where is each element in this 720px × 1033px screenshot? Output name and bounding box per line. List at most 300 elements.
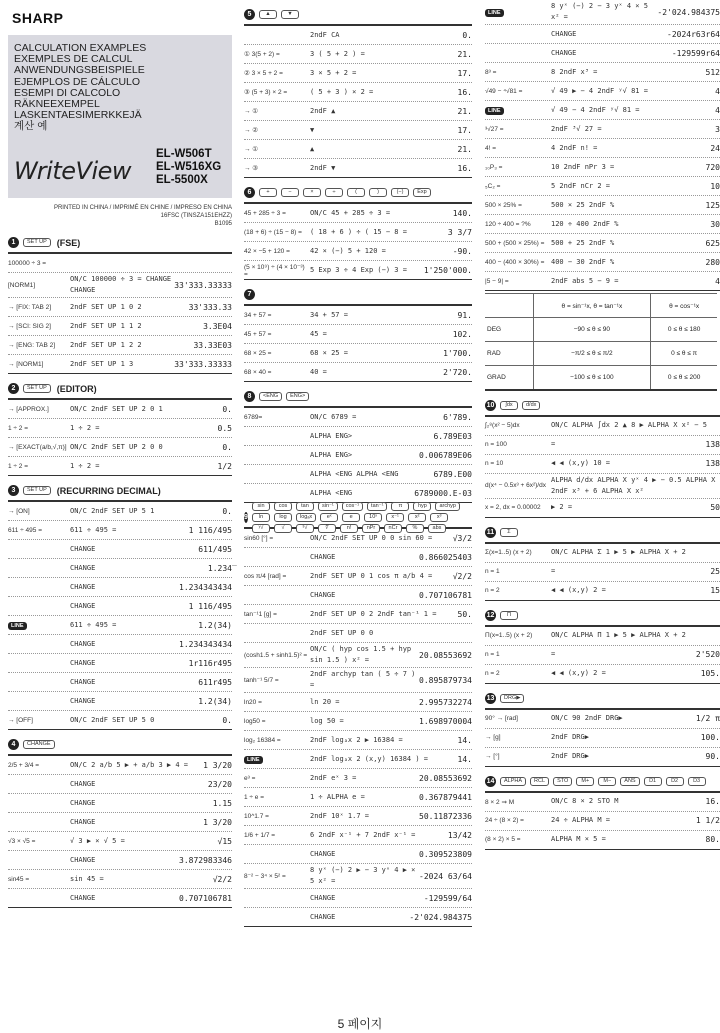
example-expression: (5 × 10⁹) ÷ (4 × 10⁻³) =: [244, 263, 305, 278]
section-header: [244, 186, 472, 204]
display-result: 1r116r495: [188, 658, 232, 668]
section-header: [485, 526, 720, 544]
example-row: [485, 0, 720, 25]
example-expression: n = 10: [485, 460, 504, 467]
display-result: -129599r64: [671, 48, 720, 58]
display-result: 625: [705, 238, 720, 248]
example-row: [485, 544, 720, 563]
example-expression: 68 × 40 =: [244, 368, 272, 376]
example-expression: Π(x=1..5) (x + 2): [485, 632, 533, 639]
key-sequence: CHANGE: [310, 552, 336, 561]
key-list: [23, 486, 53, 495]
display-result: 1 3/20: [203, 760, 232, 770]
key-sequence: 24 ÷ ALPHA M =: [551, 816, 611, 824]
column-3: [485, 0, 720, 850]
example-row: [485, 627, 720, 646]
display-result: 4: [715, 276, 720, 286]
example-expression: 1 ÷ 2 =: [8, 462, 29, 470]
section-number-badge: 5: [244, 9, 255, 20]
example-row: [485, 25, 720, 44]
key-sequence: 45 =: [310, 329, 327, 338]
display-result: -129599/64: [423, 893, 472, 903]
key-icon: −: [281, 188, 299, 197]
example-expression: ③ (5 + 3) × 2 =: [244, 89, 288, 96]
key-icon: ENG>: [286, 392, 309, 401]
key-icon: n!: [340, 524, 358, 533]
key-sequence: 2ndF SET UP 1 1 2: [70, 321, 142, 330]
key-sequence: 2ndF abs 5 − 9 =: [551, 276, 619, 285]
example-row: [8, 254, 232, 273]
example-row: [8, 521, 232, 540]
section-functions-continued: [485, 0, 720, 291]
language-title: CALCULATION EXAMPLES: [14, 42, 147, 54]
example-row: [8, 832, 232, 851]
key-sequence: ON/C 2 a/b 5 ▶ + a/b 3 ▶ 4 =: [70, 760, 189, 769]
key-sequence: 120 ÷ 400 2ndF %: [551, 219, 619, 228]
key-sequence: ON/C 45 + 285 ÷ 3 =: [310, 208, 391, 217]
table-cell: 0 ≤ θ ≤ 180: [651, 318, 717, 342]
key-sequence: =: [551, 650, 556, 658]
section-header: [8, 484, 232, 502]
example-expression: 68 × 25 =: [244, 349, 272, 357]
key-icon: tan: [296, 502, 314, 511]
section-number-badge: 2: [8, 383, 19, 394]
key-icon: ³√: [296, 524, 314, 533]
display-result: 13/42: [447, 830, 472, 840]
example-row: [8, 692, 232, 711]
display-result: √2/2: [212, 874, 232, 884]
key-sequence: 34 + 57 =: [310, 310, 348, 319]
key-sequence: CHANGE: [70, 893, 96, 902]
section-number-badge: 11: [486, 528, 495, 536]
key-sequence: ALPHA <ENG ALPHA <ENG: [310, 469, 399, 478]
key-sequence: 4 2ndF n! =: [551, 143, 598, 152]
example-row: [8, 457, 232, 476]
key-sequence: CHANGE: [70, 639, 96, 648]
example-row: [8, 711, 232, 730]
table-cell: RAD: [485, 342, 533, 366]
section-number-badge: 3: [8, 485, 19, 496]
key-sequence: ON/C ALPHA Σ 1 ▶ 5 ▶ ALPHA X + 2: [551, 548, 686, 556]
brand-logo: SHARP: [12, 10, 64, 26]
angle-range-table: [485, 293, 717, 391]
key-sequence: CHANGE: [70, 855, 96, 864]
example-row: [485, 158, 720, 177]
example-expression: → ③: [244, 165, 259, 172]
key-list: [23, 238, 53, 247]
display-result: 1.698970004: [419, 716, 472, 726]
key-icon: SET UP: [23, 384, 51, 393]
section-arithmetic: [244, 186, 472, 280]
table-row: [485, 342, 717, 366]
display-result: 1 116/495: [188, 525, 232, 535]
section-integral-derivative: [485, 399, 720, 518]
display-result: 80.: [705, 835, 720, 844]
example-row: [485, 120, 720, 139]
example-row: [8, 355, 232, 374]
display-result: 30: [710, 219, 720, 229]
key-icon: 10ˣ: [364, 513, 382, 522]
display-result: 512: [705, 67, 720, 77]
key-sequence: CHANGE: [70, 582, 96, 591]
key-icon: ANS: [620, 777, 639, 786]
section-title: (RECURRING DECIMAL): [56, 485, 161, 496]
display-result: -2024r63r64: [667, 29, 720, 39]
example-row: [244, 668, 472, 693]
display-result: 102.: [452, 329, 472, 339]
example-expression: 611 ÷ 495 =: [8, 526, 42, 534]
example-row: [244, 807, 472, 826]
example-row: [485, 646, 720, 665]
example-expression: 500 + (500 × 25%) =: [485, 239, 545, 247]
example-row: [8, 813, 232, 832]
example-expression: n = 2: [485, 670, 500, 677]
key-sequence: CHANGE: [70, 779, 96, 788]
example-row: [244, 712, 472, 731]
key-list: [500, 401, 542, 410]
example-expression: → [FIX: TAB 2]: [8, 303, 52, 311]
example-row: [8, 502, 232, 521]
key-sequence: 2ndF SET UP 0 2 2ndF tan⁻¹ 1 =: [310, 609, 437, 618]
language-title: ESEMPI DI CALCOLO: [14, 86, 121, 99]
key-icon: +: [259, 188, 277, 197]
display-result: 125: [705, 200, 720, 210]
section-number-badge: 13: [486, 694, 495, 702]
display-result: 10: [710, 181, 720, 191]
display-result: 100.: [700, 733, 720, 742]
display-result: 20.08553692: [419, 773, 472, 783]
display-result: 2'720.: [443, 367, 472, 377]
example-row: [244, 731, 472, 750]
example-expression: tan⁻¹1 [g] =: [244, 611, 277, 618]
key-sequence: CHANGE: [551, 29, 577, 38]
example-row: [485, 253, 720, 272]
key-icon: CHANGE: [23, 740, 55, 749]
key-icon: ʸ√: [252, 524, 270, 533]
example-expression: 45 + 57 =: [244, 330, 272, 338]
display-result: 25: [710, 567, 720, 576]
key-sequence: 2ndF SET UP 1 0 2: [70, 302, 142, 311]
example-row: [485, 436, 720, 455]
key-icon: Π: [500, 611, 518, 620]
display-result: 1.234343434: [179, 582, 232, 592]
example-expression: 1/6 + 1/7 =: [244, 831, 276, 839]
example-row: [244, 121, 472, 140]
line-mode-badge: LINE: [485, 9, 504, 17]
language-list: [14, 43, 226, 133]
key-icon: Exp: [413, 188, 431, 197]
example-expression: n = 2: [485, 587, 500, 594]
example-expression: ① 3(5 + 2) =: [244, 51, 280, 58]
example-row: [244, 548, 472, 567]
display-result: -2'024.984375: [657, 7, 720, 17]
example-expression: (18 + 6) ÷ (15 − 8) =: [244, 228, 302, 236]
example-expression: 4! =: [485, 144, 497, 152]
key-sequence: ON/C 8 × 2 STO M: [551, 797, 619, 805]
example-row: [8, 559, 232, 578]
key-sequence: 2ndF 10ˣ 1.7 =: [310, 811, 370, 820]
key-sequence: 2ndF logₐx 2 ▶ 16384 =: [310, 735, 403, 744]
display-result: √2/2: [452, 571, 472, 581]
example-expression: 120 ÷ 400 = ?%: [485, 220, 531, 228]
key-sequence: ON/C ALPHA ∫dx 2 ▲ 8 ▶ ALPHA X x² − 5: [551, 421, 707, 429]
section-header: [485, 692, 720, 710]
example-row: [8, 578, 232, 597]
key-list: [23, 384, 53, 393]
example-expression: √49 − ⁴√81 =: [485, 87, 523, 95]
key-icon: π: [391, 502, 409, 511]
example-row: [485, 215, 720, 234]
section-recurring-decimal: [8, 484, 232, 730]
example-row: [8, 870, 232, 889]
example-expression: 500 × 25% =: [485, 201, 522, 209]
display-result: 720: [705, 162, 720, 172]
key-icon: logₐx: [296, 513, 316, 522]
key-sequence: 2ndF DRG▶: [551, 733, 589, 741]
key-sequence: 2ndF SET UP 0 0: [310, 628, 374, 637]
example-row: [485, 665, 720, 684]
display-result: 4: [715, 86, 720, 96]
display-result: -2'024.984375: [409, 912, 472, 922]
display-result: 0.: [222, 715, 232, 725]
example-expression: → [ENG: TAB 2]: [8, 341, 56, 349]
table-cell: 0 ≤ θ ≤ π: [651, 342, 717, 366]
column-2: [244, 0, 472, 927]
example-row: [244, 845, 472, 864]
key-icon: cos: [274, 502, 292, 511]
example-row: [244, 223, 472, 242]
key-icon: log: [274, 513, 292, 522]
display-result: 4: [715, 105, 720, 115]
example-expression: 34 + 57 =: [244, 311, 272, 319]
key-icon: sin⁻¹: [318, 502, 338, 511]
key-icon: ALPHA: [500, 777, 526, 786]
key-sequence: 42 × (−) 5 + 120 =: [310, 246, 386, 255]
key-sequence: CHANGE: [70, 658, 96, 667]
example-expression: → [APPROX.]: [8, 405, 49, 413]
key-icon: RCL: [530, 777, 549, 786]
key-list: [259, 10, 301, 19]
example-row: [485, 710, 720, 729]
section-header: [8, 738, 232, 756]
key-icon: ▲: [259, 10, 277, 19]
section-editor: [8, 382, 232, 476]
example-row: [244, 204, 472, 223]
key-sequence: =: [551, 567, 556, 575]
example-row: [485, 177, 720, 196]
example-row: [8, 756, 232, 775]
display-result: 91.: [457, 310, 472, 320]
table-row: [485, 318, 717, 342]
display-result: 33'333.33333: [174, 359, 232, 369]
display-result: 1/2 π: [695, 714, 720, 723]
example-row: [244, 427, 472, 446]
example-row: [244, 769, 472, 788]
example-row: [485, 748, 720, 767]
key-sequence: 8 yˣ (−) 2 ▶ − 3 yˣ 4 ▶ × 5 x² =: [310, 866, 416, 885]
key-sequence: ON/C ALPHA Π 1 ▶ 5 ▶ ALPHA X + 2: [551, 631, 686, 639]
key-icon: √: [274, 524, 292, 533]
section-pi-product: [485, 609, 720, 684]
table-cell: −100 ≤ θ ≤ 100: [533, 366, 651, 390]
example-row: [244, 624, 472, 643]
key-sequence: ALPHA <ENG: [310, 488, 353, 497]
key-icon: eˣ: [320, 513, 338, 522]
key-sequence: ◀ ◀ (x,y) 2 =: [551, 586, 606, 594]
display-result: 16.: [705, 797, 720, 806]
example-row: [8, 597, 232, 616]
display-result: 3 3/7: [447, 227, 472, 237]
key-icon: (: [347, 188, 365, 197]
example-expression: n = 1: [485, 651, 500, 658]
key-sequence: 500 × 25 2ndF %: [551, 200, 615, 209]
line-mode-badge: LINE: [244, 756, 263, 764]
key-sequence: 2ndF DRG▶: [551, 752, 589, 760]
example-expression: [NORM1]: [8, 281, 36, 289]
example-expression: 8⁻² − 3⁴ × 5² =: [244, 873, 286, 880]
key-sequence: ON/C 2ndF SET UP 2 0 0: [70, 442, 163, 451]
display-result: 3.872983346: [179, 855, 232, 865]
example-row: [244, 261, 472, 280]
example-row: [485, 196, 720, 215]
key-icon: sin: [252, 502, 270, 511]
display-result: 20.08553692: [419, 650, 472, 660]
example-row: [8, 616, 232, 635]
display-result: √3/2: [452, 533, 472, 543]
key-icon: ∜: [318, 524, 336, 533]
example-expression: d(x⁴ − 0.5x³ + 6x²)/dx: [485, 482, 546, 489]
key-sequence: 611 ÷ 495 =: [70, 620, 117, 629]
key-sequence: √ 49 ▶ − 4 2ndF ʸ√ 81 =: [551, 86, 648, 95]
example-row: [8, 540, 232, 559]
key-icon: ∫dx: [500, 401, 518, 410]
key-sequence: ln 20 =: [310, 697, 340, 706]
section-number-badge: 9: [244, 514, 248, 521]
display-result: 3.3E04: [203, 321, 232, 331]
key-sequence: CHANGE: [551, 48, 577, 57]
example-row: [485, 272, 720, 291]
example-expression: cos π/4 [rad] =: [244, 572, 287, 580]
section-number-badge: 1: [8, 237, 19, 248]
product-name: WriteView: [14, 157, 131, 185]
example-row: [244, 908, 472, 927]
section-functions: [244, 503, 472, 927]
example-row: [8, 298, 232, 317]
display-result: 0.: [222, 442, 232, 452]
display-result: 14.: [457, 735, 472, 745]
display-result: 17.: [457, 125, 472, 135]
cover-box: [8, 35, 232, 198]
section-number-badge: 10: [486, 401, 495, 409]
line-mode-badge: LINE: [8, 622, 27, 630]
display-result: 1.15: [212, 798, 232, 808]
key-sequence: 2ndF SET UP 1 3: [70, 359, 134, 368]
example-row: [8, 419, 232, 438]
key-sequence: 5 2ndF nCr 2 =: [551, 181, 611, 190]
key-icon: ×: [303, 188, 321, 197]
example-row: [244, 586, 472, 605]
example-expression: 1 ÷ 2 =: [8, 424, 29, 432]
table-header: [485, 294, 533, 318]
section-number-badge: 14: [486, 777, 495, 785]
key-list: [500, 528, 520, 537]
example-row: [8, 438, 232, 457]
example-expression: → [NORM1]: [8, 360, 44, 368]
key-icon: archyp: [435, 502, 460, 511]
example-row: [485, 563, 720, 582]
key-sequence: 2ndF ³√ 27 =: [551, 124, 602, 133]
table-cell: GRAD: [485, 366, 533, 390]
key-sequence: ON/C ( hyp cos 1.5 + hyp sin 1.5 ) x² =: [310, 645, 412, 664]
example-expression: ln20 =: [244, 698, 262, 706]
example-expression: → ①: [244, 108, 259, 115]
example-row: [8, 673, 232, 692]
key-icon: x⁻¹: [386, 513, 404, 522]
key-icon: Σ: [500, 528, 518, 537]
example-row: [244, 864, 472, 889]
example-expression: → ②: [244, 127, 259, 134]
key-list: [500, 611, 520, 620]
model-name: EL-5500X: [156, 174, 208, 186]
display-result: 0.866025403: [419, 552, 472, 562]
display-result: 0.895879734: [419, 675, 472, 685]
key-sequence: 2ndF ▼: [310, 163, 336, 172]
example-expression: 90° → [rad]: [485, 715, 518, 722]
example-row: [8, 851, 232, 870]
example-row: [244, 826, 472, 845]
display-result: 1'700.: [443, 348, 472, 358]
example-expression: log50 =: [244, 717, 266, 725]
key-icon: ▼: [281, 10, 299, 19]
example-row: [485, 101, 720, 120]
example-expression: 24 ÷ (8 × 2) =: [485, 817, 524, 824]
print-code: 16FSC (TINSZA151EHZZ): [160, 213, 232, 219]
display-result: 0.5: [217, 423, 232, 433]
example-row: [244, 889, 472, 908]
key-list: [259, 392, 311, 401]
model-list: [156, 148, 221, 187]
key-icon: D2: [666, 777, 684, 786]
example-expression: 400 − (400 × 30%) =: [485, 258, 545, 266]
display-result: 1'250'000.: [423, 265, 472, 275]
key-sequence: CHANGE: [70, 677, 96, 686]
example-expression: √3 × √5 =: [8, 837, 36, 845]
section-header: [485, 609, 720, 627]
key-sequence: ALPHA M × 5 =: [551, 835, 606, 843]
key-sequence: ON/C 2ndF SET UP 2 0 1: [70, 404, 163, 413]
section-drg: [485, 692, 720, 767]
display-result: 90.: [705, 752, 720, 761]
display-result: 0.006789E06: [419, 450, 472, 460]
key-sequence: CHANGE: [70, 696, 96, 705]
example-row: [244, 643, 472, 668]
key-sequence: ▼: [310, 125, 315, 134]
key-icon: D3: [688, 777, 706, 786]
display-result: 280: [705, 257, 720, 267]
key-sequence: 3 × 5 + 2 =: [310, 68, 357, 77]
key-list: [259, 188, 433, 197]
example-row: [8, 794, 232, 813]
section-header: [8, 236, 232, 254]
example-row: [485, 44, 720, 63]
display-result: 0.707106781: [419, 590, 472, 600]
key-sequence: CHANGE: [310, 893, 336, 902]
example-expression: log₂ 16384 =: [244, 736, 281, 744]
example-expression: ② 3 × 5 + 2 =: [244, 70, 283, 77]
key-icon: (−): [391, 188, 409, 197]
section-header: [485, 399, 720, 417]
example-expression: (cosh1.5 + sinh1.5)² =: [244, 651, 308, 659]
